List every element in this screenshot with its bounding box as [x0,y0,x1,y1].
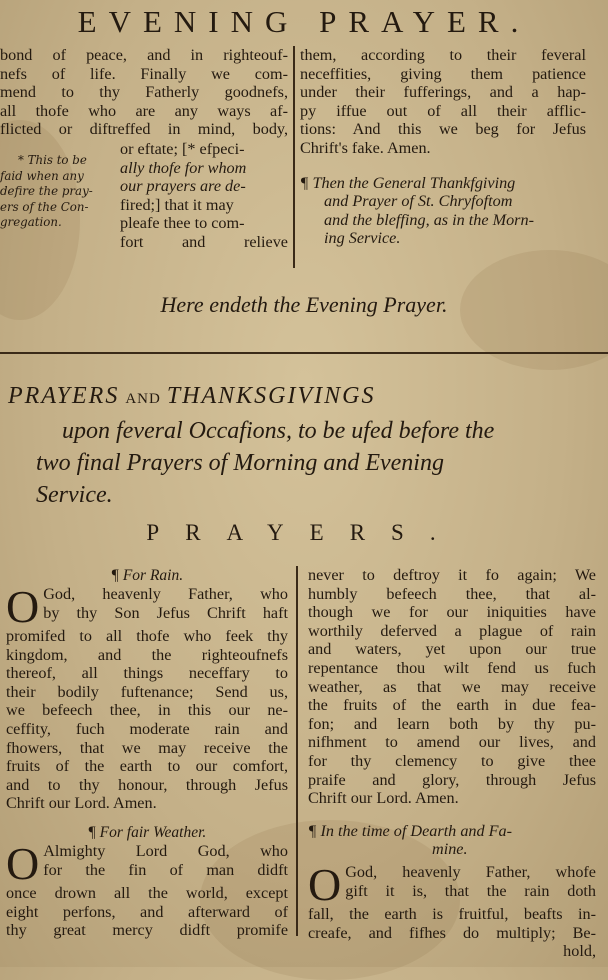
note-line: faid when any [0,168,84,183]
text-line: them, according to their feveral [300,46,586,64]
section-title [8,380,600,511]
text-line: our prayers are de- [120,177,246,196]
text-line: under their fufferings, and a hap- [300,83,586,102]
drop-cap: O [6,581,40,632]
text-line: weather, as that we may receive [308,677,596,696]
text-line: fired;] that it may [120,195,234,214]
rubric-line: and Prayer of St. Chryfoftom [324,192,513,211]
text-line: nifhment to amend our lives, and [308,733,596,752]
text-line: though we for our iniquities have [308,603,596,622]
text-line: thereof, all things neceffary to [6,664,288,683]
text-line: promifed to all thofe who feek thy [6,627,288,645]
bottom-left-column [6,566,288,940]
title-and: AND [125,391,161,407]
text-line: kingdom, and the righteoufnefs [6,645,288,664]
text-line: we befeech thee, in this our ne- [6,701,288,720]
text-line: ceffity, fuch moderate rain and [6,719,288,738]
text-line: once drown all the world, except [6,883,288,902]
text-line: tions: And this we beg for Jefus [300,120,586,139]
text-line: py iffue out of all their afflic- [300,101,586,120]
text-line: God, heavenly Father, who [43,585,288,603]
bottom-right-column [308,566,596,961]
section-end-heading: Here endeth the Evening Prayer. [160,292,448,317]
text-line: Almighty Lord God, who [43,841,288,860]
text-line: for thy clemency to give thee [308,751,596,770]
text-line: neceffities, giving them patience [300,64,586,83]
title-line: Service. [36,482,113,508]
text-line: eight perfons, and afterward of [6,902,288,921]
text-line: mend to thy Fatherly goodnefs, [0,83,288,102]
text-line: fhowers, that we may receive the [6,738,288,757]
text-line: Chrift our Lord. Amen. [308,789,459,808]
catchword: hold, [563,942,596,961]
text-line: Chrift our Lord. Amen. [6,794,157,813]
text-line: fruits of the earth to our comfort, [6,757,288,776]
text-line: fall, the earth is fruitful, beafts in- [308,904,596,923]
rain-subtitle: ¶ For Rain. [110,567,184,584]
text-line: bond of peace, and in righteouf- [0,46,288,64]
horizontal-rule [0,352,608,354]
rubric-line: and the bleffing, as in the Morn- [324,210,534,229]
title-line: two final Prayers of Morning and Evening [36,450,444,476]
text-line: God, heavenly Father, whofe [345,862,596,881]
text-line: humbly befeech thee, that al- [308,584,596,603]
title-prayers: PRAYERS [8,383,120,409]
text-line: by thy Son Jefus Chrift haft [43,603,288,622]
column-divider [296,566,298,936]
text-line: and to thy honour, through Jefus [6,775,288,794]
text-line: thy great mercy didft promife [6,921,288,940]
text-line: fort and relieve [120,232,288,251]
text-line: praife and glory, through Jefus [308,770,596,789]
note-line: ers of the Con- [0,199,89,214]
text-line: and waters, yet upon our true [308,640,596,659]
column-divider [293,46,295,268]
rubric-line: ¶ Then the General Thankfgiving [300,173,516,192]
text-line: or eftate; [* efpeci- [120,140,245,158]
text-line: worthily deferved a plague of rain [308,621,596,640]
note-line: defire the pray- [0,184,93,198]
top-left-indented [120,140,288,252]
text-line: all thofe who are any ways af- [0,101,288,120]
text-line: creafe, and fifhes do multiply; Be- [308,923,596,942]
text-line: nefs of life. Finally we com- [0,64,288,83]
text-line: ally thofe for whom [120,158,247,177]
text-line: gift it is, that the rain doth [345,881,596,900]
text-line: Chrift's fake. Amen. [300,138,431,157]
note-line: * This to be [18,153,87,167]
text-line: their bodily fuftenance; Send us, [6,682,288,701]
dearth-subtitle: mine. [432,840,468,859]
text-line: the fruits of the earth in due fea- [308,696,596,715]
text-line: fon; and learn both by thy pu- [308,714,596,733]
title-line: upon feveral Occafions, to be ufed before the [62,418,495,444]
text-line: pleafe thee to com- [120,214,245,233]
page-header-title: EVENING PRAYER. [77,4,531,39]
top-right-column [300,46,586,248]
margin-note [0,153,110,231]
text-line: never to deftroy it fo again; We [308,566,596,584]
note-line: gregation. [0,215,62,229]
text-line: flicted or diftreffed in mind, body, [0,120,288,139]
dearth-subtitle: ¶ In the time of Dearth and Fa- [308,821,513,840]
prayers-heading: PRAYERS. [146,520,462,545]
text-line: for the fin of man didft [43,860,288,879]
drop-cap: O [308,858,342,910]
rubric-line: ing Service. [324,229,401,248]
top-left-column [0,46,288,139]
text-line: repentance thou wilt fend us fuch [308,658,596,677]
fair-weather-subtitle: ¶ For fair Weather. [87,823,207,841]
drop-cap: O [6,837,40,889]
title-thanksgivings: THANKSGIVINGS [166,383,376,409]
